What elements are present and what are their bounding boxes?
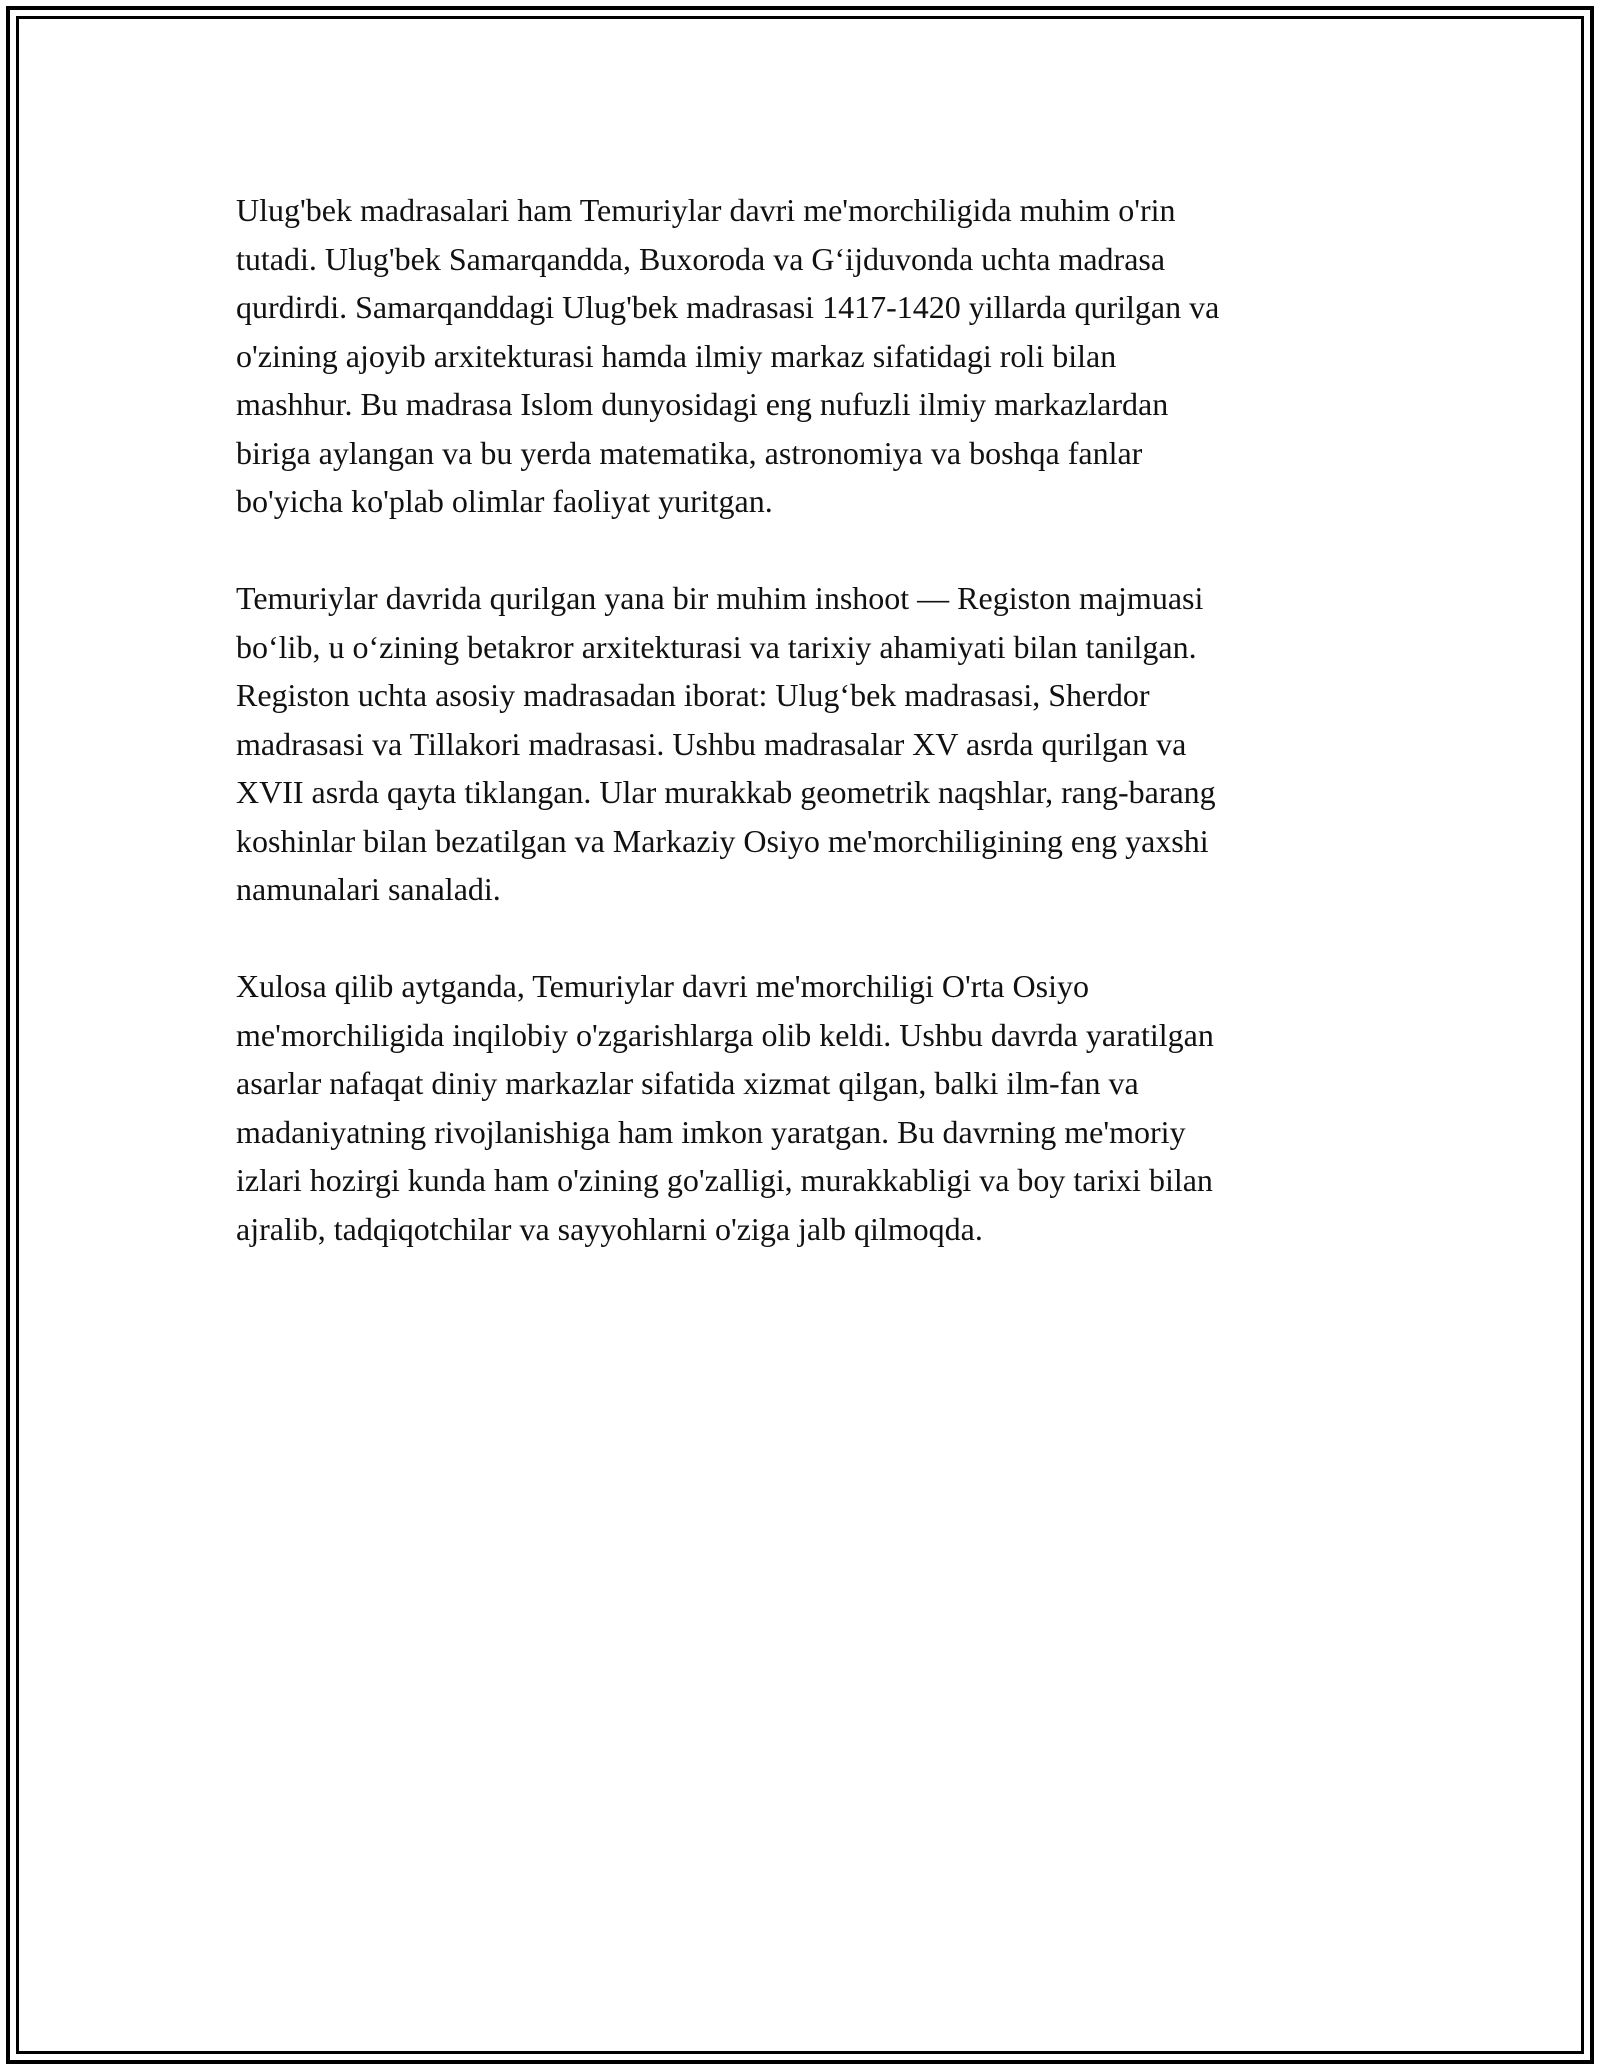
- document-body: [236, 186, 1366, 1253]
- paragraph-xulosa: Xulosa qilib aytganda, Temuriylar davri me'morchiligi O'rta Osiyo me'morchiligida inqilobiy o'zgarishlarga olib keldi. Ushbu davrda yaratilgan asarlar nafaqat diniy markazlar sifatida xizmat qilgan, balki ilm-fan va madaniyatning rivojlanishiga ham imkon yaratgan. Bu davrning me'moriy izlari hozirgi kunda ham o'zining go'zalligi, murakkabligi va boy tarixi bilan ajralib, tadqiqotchilar va sayyohlarni o'ziga jalb qilmoqda.: [236, 968, 1214, 1247]
- paragraph-registon-majmuasi: Temuriylar davrida qurilgan yana bir muhim inshoot — Registon majmuasi bo‘lib, u o‘zining betakror arxitekturasi va tarixiy ahamiyati bilan tanilgan. Registon uchta asosiy madrasadan iborat: Ulug‘bek madrasasi, Sherdor madrasasi va Tillakori madrasasi. Ushbu madrasalar XV asrda qurilgan va XVII asrda qayta tiklangan. Ular murakkab geometrik naqshlar, rang-barang koshinlar bilan bezatilgan va Markaziy Osiyo me'morchiligining eng yaxshi namunalari sanaladi.: [236, 580, 1216, 907]
- paragraph-ulugbek-madrasalari: Ulug'bek madrasalari ham Temuriylar davri me'morchiligida muhim o'rin tutadi. Ulug'bek Samarqandda, Buxoroda va G‘ijduvonda uchta madrasa qurdirdi. Samarqanddagi Ulug'bek madrasasi 1417-1420 yillarda qurilgan va o'zining ajoyib arxitekturasi hamda ilmiy markaz sifatidagi roli bilan mashhur. Bu madrasa Islom dunyosidagi eng nufuzli ilmiy markazlardan biriga aylangan va bu yerda matematika, astronomiya va boshqa fanlar bo'yicha ko'plab olimlar faoliyat yuritgan.: [236, 192, 1220, 519]
